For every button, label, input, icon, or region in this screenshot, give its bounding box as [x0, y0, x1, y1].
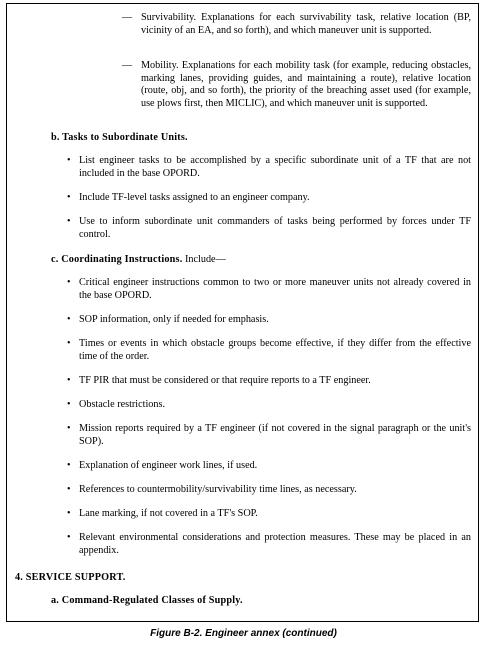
bullet-marker: •: [67, 399, 71, 410]
bullet-marker: •: [67, 155, 71, 166]
list-item: Mission reports required by a TF engineer (if not covered in the signal paragraph or the unit's SOP).: [79, 423, 471, 447]
heading-coordinating-instructions: c. Coordinating Instructions. Include—: [51, 254, 226, 265]
bullet-marker: •: [67, 484, 71, 495]
dash-marker: —: [122, 60, 133, 71]
annex-frame: [6, 3, 479, 622]
bullet-marker: •: [67, 216, 71, 227]
bullet-marker: •: [67, 460, 71, 471]
list-item: SOP information, only if needed for emphasis.: [79, 314, 269, 325]
list-item: Obstacle restrictions.: [79, 399, 166, 410]
bullet-marker: •: [67, 375, 71, 386]
list-item: Explanation of engineer work lines, if used.: [79, 460, 258, 471]
list-item: List engineer tasks to be accomplished by a specific subordinate unit of a TF that are not included in the base OPORD.: [79, 155, 471, 179]
bullet-marker: •: [67, 314, 71, 325]
dash-marker: —: [122, 12, 133, 23]
list-item: Critical engineer instructions common to two or more maneuver units not already covered in the base OPORD.: [79, 277, 471, 301]
bullet-marker: •: [67, 277, 71, 288]
bullet-marker: •: [67, 192, 71, 203]
list-item: Relevant environmental considerations and protection measures. These may be placed in an appendix.: [79, 532, 471, 556]
bullet-marker: •: [67, 338, 71, 349]
bullet-marker: •: [67, 423, 71, 434]
heading-command-regulated-supply: a. Command-Regulated Classes of Supply.: [51, 595, 243, 606]
list-item: Include TF-level tasks assigned to an engineer company.: [79, 192, 310, 203]
figure-caption: Figure B-2. Engineer annex (continued): [150, 628, 337, 639]
list-item: References to countermobility/survivability time lines, as necessary.: [79, 484, 357, 495]
survivability-item: Survivability. Explanations for each survivability task, relative location (BP, vicinity of an EA, and so forth), and which maneuver unit is supported.: [141, 12, 471, 36]
heading-tasks-subordinate-units: b. Tasks to Subordinate Units.: [51, 132, 188, 143]
mobility-item: Mobility. Explanations for each mobility task (for example, reducing obstacles, marking lanes, providing guides, and maintaining a route), relative location (route, obj, and so forth), the priority of the breaching asset used (for example, use plows first, then MICLIC), and which maneuver unit is supported.: [141, 60, 471, 109]
bullet-marker: •: [67, 508, 71, 519]
list-item: Lane marking, if not covered in a TF's SOP.: [79, 508, 258, 519]
list-item: Use to inform subordinate unit commanders of tasks being performed by forces under TF control.: [79, 216, 471, 240]
heading-service-support: 4. SERVICE SUPPORT.: [15, 572, 126, 583]
list-item: Times or events in which obstacle groups become effective, if they differ from the effective time of the order.: [79, 338, 471, 362]
list-item: TF PIR that must be considered or that require reports to a TF engineer.: [79, 375, 371, 386]
bullet-marker: •: [67, 532, 71, 543]
